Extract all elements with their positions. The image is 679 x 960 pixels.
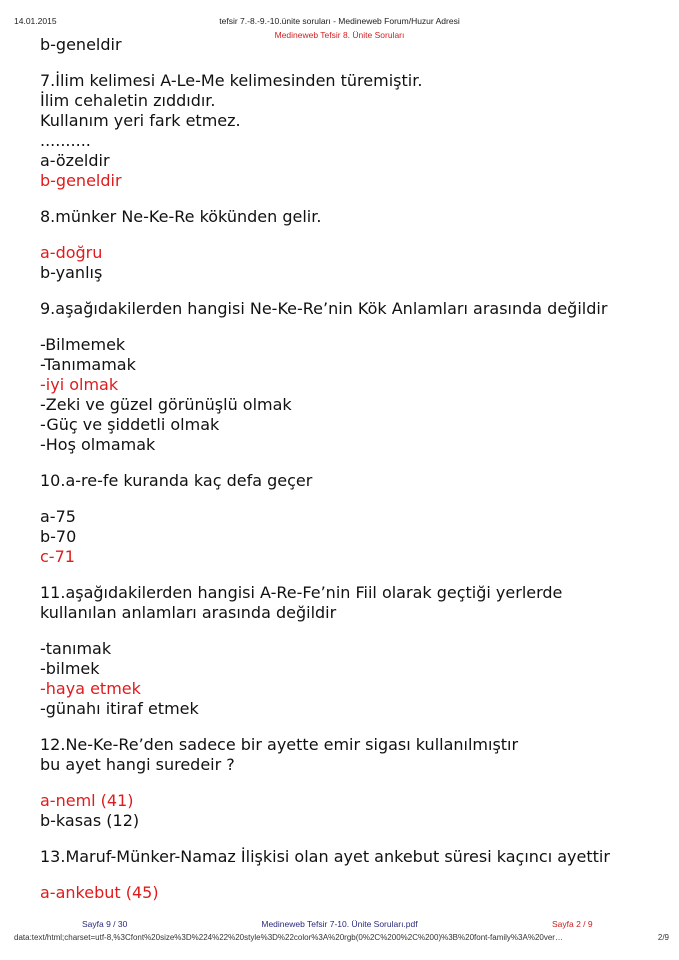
text-line: kullanılan anlamları arasında değildir xyxy=(40,603,337,622)
paragraph-gap xyxy=(40,55,670,71)
print-footer xyxy=(14,933,669,945)
text-line: b-geneldir xyxy=(40,35,122,54)
text-line: -Tanımamak xyxy=(40,355,136,374)
paragraph-gap xyxy=(40,623,670,639)
text-line: 9.aşağıdakilerden hangisi Ne-Ke-Re’nin Kök Anlamları arasında değildir xyxy=(40,299,608,318)
text-line: -günahı itiraf etmek xyxy=(40,699,199,718)
paragraph-gap xyxy=(40,719,670,735)
answer-line: a-doğru xyxy=(40,243,103,262)
answer-line: c-71 xyxy=(40,547,75,566)
text-line: 8.münker Ne-Ke-Re kökünden gelir. xyxy=(40,207,322,226)
text-line: b-kasas (12) xyxy=(40,811,140,830)
paragraph-gap xyxy=(40,775,670,791)
print-date: 14.01.2015 xyxy=(14,16,57,26)
page-title: tefsir 7.-8.-9.-10.ünite soruları - Medineweb Forum/Huzur Adresi xyxy=(219,16,460,26)
text-line: Kullanım yeri fark etmez. xyxy=(40,111,241,130)
paragraph-gap xyxy=(40,227,670,243)
print-url: data:text/html;charset=utf-8,%3Cfont%20size%3D%224%22%20style%3D%22color%3A%20rgb(0%2C%200%2C%200)%3B%20font-family%3A%20ver… xyxy=(14,933,563,942)
paragraph-gap xyxy=(40,455,670,471)
paragraph-gap xyxy=(40,831,670,847)
question-list xyxy=(40,35,670,903)
text-line: bu ayet hangi suredeir ? xyxy=(40,755,235,774)
answer-line: b-geneldir xyxy=(40,171,122,190)
text-line: b-70 xyxy=(40,527,77,546)
page-subtitle: Medineweb Tefsir 8. Ünite Soruları xyxy=(274,30,405,40)
text-line: 7.İlim kelimesi A-Le-Me kelimesinden türemiştir. xyxy=(40,71,423,90)
footer-sheet-count: Sayfa 2 / 9 xyxy=(552,919,593,929)
text-line: -Zeki ve güzel görünüşlü olmak xyxy=(40,395,292,414)
answer-line: a-neml (41) xyxy=(40,791,134,810)
text-line: a-özeldir xyxy=(40,151,110,170)
paragraph-gap xyxy=(40,191,670,207)
pdf-footer xyxy=(0,919,679,931)
paragraph-gap xyxy=(40,283,670,299)
text-line: 10.a-re-fe kuranda kaç defa geçer xyxy=(40,471,313,490)
footer-page-count: Sayfa 9 / 30 xyxy=(82,919,128,929)
text-line: İlim cehaletin zıddıdır. xyxy=(40,91,216,110)
paragraph-gap xyxy=(40,567,670,583)
text-line: a-75 xyxy=(40,507,76,526)
paragraph-gap xyxy=(40,491,670,507)
text-line: 12.Ne-Ke-Re’den sadece bir ayette emir sigası kullanılmıştır xyxy=(40,735,519,754)
text-line: -Bilmemek xyxy=(40,335,126,354)
text-line: -Güç ve şiddetli olmak xyxy=(40,415,220,434)
paragraph-gap xyxy=(40,319,670,335)
answer-line: a-ankebut (45) xyxy=(40,883,159,902)
text-line: -tanımak xyxy=(40,639,112,658)
answer-line: -iyi olmak xyxy=(40,375,119,394)
paragraph-gap xyxy=(40,867,670,883)
text-line: -bilmek xyxy=(40,659,100,678)
text-line: .......... xyxy=(40,131,91,150)
footer-document-title: Medineweb Tefsir 7-10. Ünite Soruları.pdf xyxy=(261,919,418,929)
text-line: 11.aşağıdakilerden hangisi A-Re-Fe’nin Fiil olarak geçtiği yerlerde xyxy=(40,583,563,602)
text-line: b-yanlış xyxy=(40,263,103,282)
print-page-number: 2/9 xyxy=(657,933,669,942)
text-line: -Hoş olmamak xyxy=(40,435,156,454)
text-line: 13.Maruf-Münker-Namaz İlişkisi olan ayet ankebut süresi kaçıncı ayettir xyxy=(40,847,610,866)
answer-line: -haya etmek xyxy=(40,679,141,698)
